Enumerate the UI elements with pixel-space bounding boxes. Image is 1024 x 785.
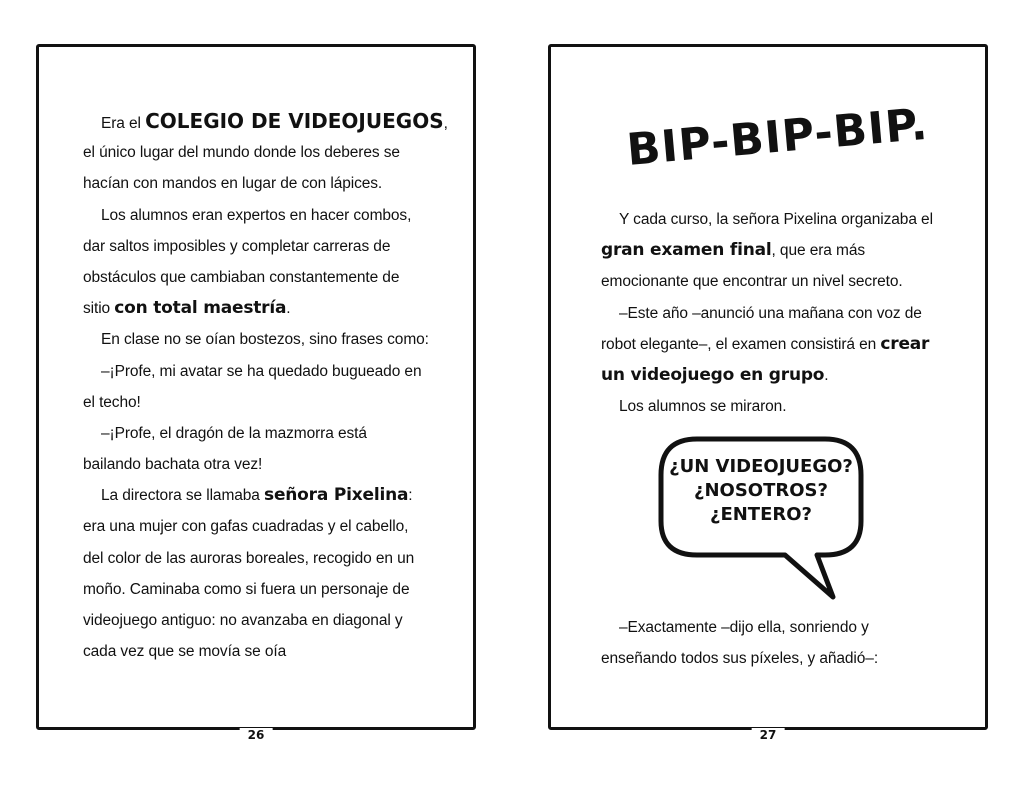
text-line: emocionante que encontrar un nivel secreto. [601, 273, 903, 291]
text-line: era una mujer con gafas cuadradas y el cabello, [83, 518, 409, 536]
speech-line: ¿NOSOTROS? [694, 480, 828, 501]
text-span: , [443, 115, 448, 132]
text-line: hacían con mandos en lugar de con lápices. [83, 175, 383, 193]
text-line [83, 480, 443, 511]
right-page-text-bottom [601, 612, 961, 674]
text-line: –¡Profe, el dragón de la mazmorra está [101, 424, 367, 442]
text-line [601, 235, 961, 266]
text-line: moño. Caminaba como si fuera un personaje de [83, 580, 410, 598]
speech-line: ¿ENTERO? [710, 504, 812, 525]
text-span: , que era más [771, 242, 865, 260]
text-span: La directora se llamaba [101, 487, 265, 505]
page-number: 26 [240, 728, 273, 742]
text-line: obstáculos que cambiaban constantemente de [83, 268, 400, 286]
text-line: Los alumnos eran expertos en hacer combos, [101, 206, 412, 224]
text-line: dar saltos imposibles y completar carreras de [83, 237, 391, 255]
text-line: –Este año –anunció una mañana con voz de [619, 304, 922, 322]
text-line [83, 293, 443, 324]
text-line: Los alumnos se miraron. [619, 398, 787, 416]
emphasis-text: gran examen final [601, 240, 772, 261]
left-page [36, 44, 476, 742]
text-line: el techo! [83, 393, 141, 411]
page-footer [36, 726, 476, 746]
emphasis-text: señora Pixelina [264, 485, 409, 506]
left-page-text [83, 106, 448, 667]
text-span: sitio [83, 300, 115, 318]
text-span: . [824, 366, 829, 384]
page-number: 27 [752, 728, 785, 742]
text-line: En clase no se oían bostezos, sino frases como: [101, 331, 429, 349]
speech-bubble-text [657, 455, 865, 527]
text-line: –¡Profe, mi avatar se ha quedado bugueado en [101, 362, 422, 380]
text-line: Y cada curso, la señora Pixelina organizaba el [619, 211, 933, 228]
text-span: Era el [101, 115, 146, 132]
right-page-text [601, 204, 961, 422]
text-span: . [286, 300, 291, 318]
emphasis-text: crear [880, 333, 930, 354]
emphasis-text: un videojuego en grupo [601, 364, 825, 385]
text-line: bailando bachata otra vez! [83, 456, 263, 474]
text-line: enseñando todos sus píxeles, y añadió–: [601, 650, 879, 668]
text-line [601, 329, 961, 360]
text-line: videojuego antiguo: no avanzaba en diagonal y [83, 612, 403, 629]
text-line: –Exactamente –dijo ella, sonriendo y [619, 619, 869, 636]
text-line: el único lugar del mundo donde los deberes se [83, 144, 400, 162]
text-line: del color de las auroras boreales, recogido en un [83, 549, 415, 567]
text-line [83, 106, 448, 137]
text-line [601, 360, 961, 391]
text-span: robot elegante–, el examen consistirá en [601, 335, 881, 353]
speech-bubble [657, 435, 865, 593]
page-footer [548, 726, 988, 746]
right-page [548, 44, 988, 742]
speech-line: ¿UN VIDEOJUEGO? [669, 456, 853, 477]
emphasis-text: con total maestría [114, 298, 287, 319]
text-span: : [408, 487, 413, 505]
emphasis-text: COLEGIO DE VIDEOJUEGOS [145, 109, 444, 133]
text-line: cada vez que se movía se oía [83, 643, 287, 661]
sound-effect-title: BIP-BIP-BIP. [624, 98, 931, 176]
